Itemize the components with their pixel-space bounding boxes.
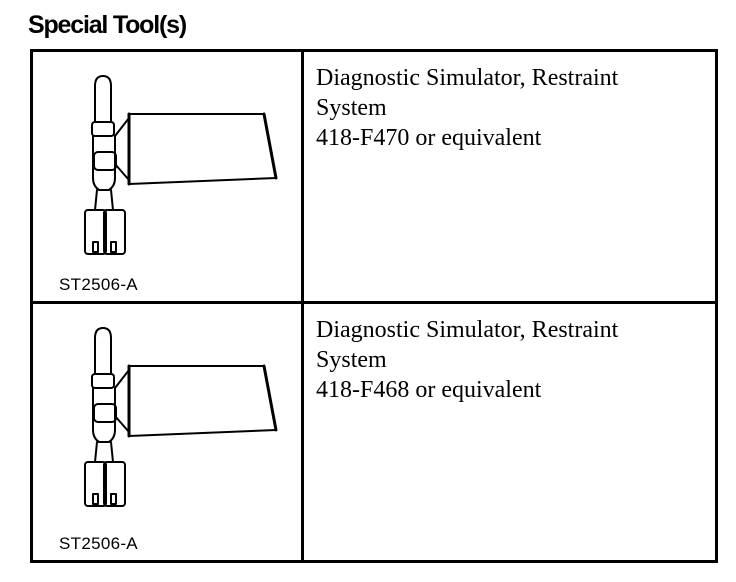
- tool-row: [33, 304, 715, 560]
- column-divider: [301, 52, 304, 301]
- tool-illustration-cell: [33, 304, 301, 560]
- diagnostic-simulator-illustration: [73, 66, 283, 271]
- tool-part-number: 418-F468 or equivalent: [316, 377, 542, 403]
- special-tools-table: [30, 49, 718, 563]
- page-title: Special Tool(s): [28, 11, 186, 39]
- tool-description-cell: [316, 315, 706, 405]
- tool-description-cell: [316, 63, 706, 153]
- tool-illustration-cell: [33, 52, 301, 301]
- tool-description-line: Diagnostic Simulator, Restraint: [316, 65, 619, 91]
- tool-description-line: System: [316, 95, 387, 121]
- tool-code: ST2506-A: [59, 534, 138, 553]
- tool-description-line: System: [316, 347, 387, 373]
- diagnostic-simulator-illustration: [73, 318, 283, 523]
- tool-code: ST2506-A: [59, 275, 138, 294]
- tool-description-line: Diagnostic Simulator, Restraint: [316, 317, 619, 343]
- column-divider: [301, 304, 304, 560]
- tool-row: [33, 52, 715, 304]
- tool-part-number: 418-F470 or equivalent: [316, 125, 542, 151]
